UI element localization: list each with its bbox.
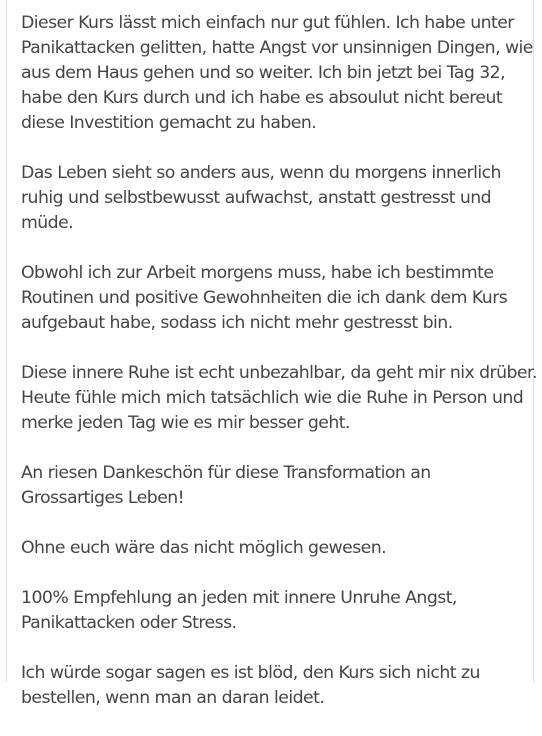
review-paragraph-1: Dieser Kurs lässt mich einfach nur gut fühlen. Ich habe unter Panikattacken gelitten, hatte Angst vor unsinnigen Dingen, wie aus dem Haus gehen und so weiter. Ich bin jetzt bei Tag 32, habe den Kurs durch und ich habe es absoulut nicht bereut diese Investition gemacht zu haben. bbox=[21, 13, 533, 133]
review-paragraph-6: Ohne euch wäre das nicht möglich gewesen. bbox=[21, 538, 387, 558]
review-card bbox=[6, 0, 537, 708]
review-paragraph-2: Das Leben sieht so anders aus, wenn du morgens innerlich ruhig und selbstbewusst aufwachst, anstatt gestresst und müde. bbox=[21, 163, 501, 233]
review-paragraph-3: Obwohl ich zur Arbeit morgens muss, habe ich bestimmte Routinen und positive Gewohnheiten die ich dank dem Kurs aufgebaut habe, sodass ich nicht mehr gestresst bin. bbox=[21, 263, 508, 333]
review-paragraph-4: Diese innere Ruhe ist echt unbezahlbar, da geht mir nix drüber. Heute fühle mich mich tatsächlich wie die Ruhe in Person und merke jeden Tag wie es mir besser geht. bbox=[21, 363, 537, 433]
review-paragraph-7: 100% Empfehlung an jeden mit innere Unruhe Angst, Panikattacken oder Stress. bbox=[21, 588, 457, 633]
review-text bbox=[21, 11, 537, 736]
review-paragraph-5: An riesen Dankeschön für diese Transformation an Grossartiges Leben! bbox=[21, 463, 431, 508]
review-paragraph-8: Ich würde sogar sagen es ist blöd, den Kurs sich nicht zu bestellen, wenn man an daran leidet. bbox=[21, 663, 480, 708]
